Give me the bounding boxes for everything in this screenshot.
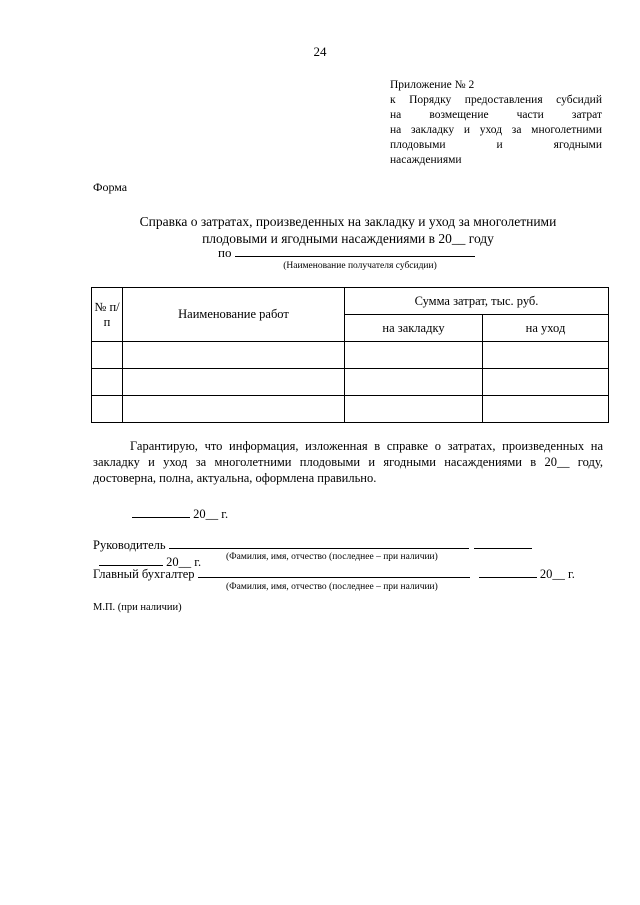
appendix-header xyxy=(390,78,602,168)
table-cell[interactable] xyxy=(345,369,483,396)
header-sum: Сумма затрат, тыс. руб. xyxy=(345,288,609,315)
title-line: плодовыми и ягодными насаждениями в 20__ году xyxy=(202,231,494,246)
head-sign-blank[interactable] xyxy=(474,536,532,549)
table-cell[interactable] xyxy=(123,342,345,369)
accountant-label: Главный бухгалтер xyxy=(93,567,195,581)
table-cell[interactable] xyxy=(345,396,483,423)
table-cell[interactable] xyxy=(483,342,609,369)
table-cell[interactable] xyxy=(483,396,609,423)
page-number: 24 xyxy=(313,44,327,59)
stamp-note: М.П. (при наличии) xyxy=(93,602,182,613)
table-cell[interactable] xyxy=(123,396,345,423)
header-care: на уход xyxy=(483,315,609,342)
header-work-name: Наименование работ xyxy=(123,288,345,342)
appendix-line: к Порядку предоставления субсидий xyxy=(390,94,602,106)
head-name-caption: (Фамилия, имя, отчество (последнее – при наличии) xyxy=(226,552,438,562)
table-row xyxy=(92,369,609,396)
table-cell[interactable] xyxy=(92,396,123,423)
date-blank-line[interactable] xyxy=(132,505,190,518)
costs-table xyxy=(91,287,609,423)
recipient-blank-line[interactable] xyxy=(235,244,475,257)
recipient-prefix: по xyxy=(218,245,232,260)
head-name-blank[interactable] xyxy=(169,536,469,549)
header-number: № п/п xyxy=(92,288,123,342)
accountant-year: 20__ xyxy=(539,567,565,581)
guarantee-paragraph: Гарантирую, что информация, изложенная в справке о затратах, произведенных на закладку и уход за многолетними плодовыми и ягодными насаждениями в 20__ году, достоверна, полна, актуальна, оформлена правильно. xyxy=(93,439,603,485)
head-suffix: г. xyxy=(194,555,202,569)
accountant-name-blank[interactable] xyxy=(198,565,470,578)
head-label: Руководитель xyxy=(93,538,166,552)
head-year: 20__ xyxy=(166,555,192,569)
table-cell[interactable] xyxy=(92,369,123,396)
table-cell[interactable] xyxy=(483,369,609,396)
title-line: Справка о затратах, произведенных на закладку и уход за многолетними xyxy=(139,214,557,229)
recipient-field xyxy=(218,244,475,261)
accountant-signature-row xyxy=(93,565,603,582)
table-cell[interactable] xyxy=(345,342,483,369)
appendix-line: насаждениями xyxy=(390,154,462,166)
appendix-line: Приложение № 2 xyxy=(390,79,475,91)
accountant-date-blank[interactable] xyxy=(479,565,537,578)
table-row xyxy=(92,342,609,369)
date-suffix: г. xyxy=(221,507,229,521)
accountant-suffix: г. xyxy=(568,567,575,581)
appendix-line: на закладку и уход за многолетними xyxy=(390,124,602,136)
appendix-line: плодовыми и ягодными xyxy=(390,139,602,151)
table-row xyxy=(92,396,609,423)
accountant-name-caption: (Фамилия, имя, отчество (последнее – при наличии) xyxy=(226,582,438,592)
recipient-caption: (Наименование получателя субсидии) xyxy=(283,261,437,271)
table-cell[interactable] xyxy=(123,369,345,396)
date-year: 20__ xyxy=(193,507,219,521)
form-label: Форма xyxy=(93,180,128,194)
table-cell[interactable] xyxy=(92,342,123,369)
appendix-line: на возмещение части затрат xyxy=(390,109,602,121)
date-line xyxy=(132,505,228,522)
document-title xyxy=(93,213,603,247)
header-planting: на закладку xyxy=(345,315,483,342)
